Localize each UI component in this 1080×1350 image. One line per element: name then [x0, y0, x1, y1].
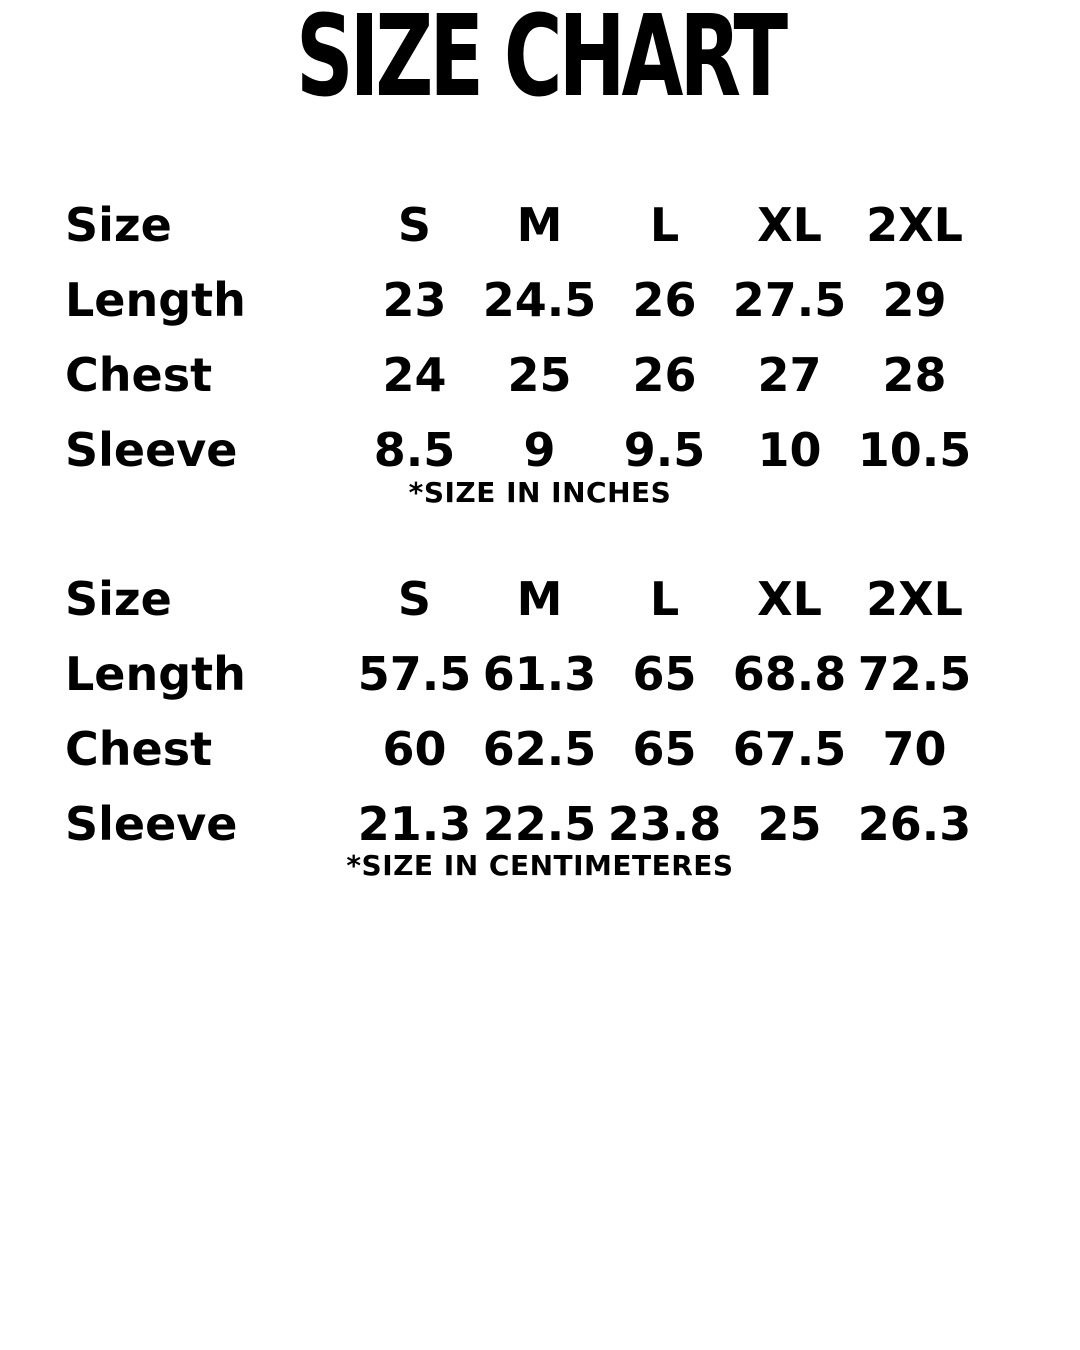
size-col-header-l: L: [649, 571, 680, 626]
length-value-2xl: 29: [882, 272, 947, 327]
size-col-header-2xl: 2XL: [866, 197, 963, 252]
row-label-chest: Chest: [65, 347, 213, 402]
row-label-size: Size: [65, 197, 172, 252]
length-value-2xl: 72.5: [857, 646, 972, 701]
length-value-m: 24.5: [482, 272, 597, 327]
sleeve-value-m: 9: [523, 422, 556, 477]
length-value-s: 57.5: [357, 646, 472, 701]
table-row-length: [0, 636, 1080, 711]
row-label-chest: Chest: [65, 721, 213, 776]
table-row-chest: [0, 711, 1080, 786]
chest-value-xl: 27: [757, 347, 822, 402]
units-note-centimeters: *SIZE IN CENTIMETERES: [346, 849, 734, 882]
size-col-header-m: M: [516, 571, 563, 626]
page-title: SIZE CHART: [295, 0, 785, 122]
table-row-length: [0, 262, 1080, 337]
length-value-xl: 27.5: [732, 272, 847, 327]
sleeve-value-xl: 10: [757, 422, 822, 477]
size-table-centimeters: [0, 561, 1080, 880]
size-col-header-xl: XL: [757, 197, 822, 252]
chest-value-2xl: 28: [882, 347, 947, 402]
length-value-s: 23: [382, 272, 447, 327]
sleeve-value-l: 23.8: [607, 796, 722, 851]
size-col-header-l: L: [649, 197, 680, 252]
size-table-inches: [0, 187, 1080, 507]
chest-value-l: 65: [632, 721, 697, 776]
chest-value-m: 25: [507, 347, 572, 402]
length-value-m: 61.3: [482, 646, 597, 701]
size-col-header-s: S: [397, 197, 432, 252]
chest-value-s: 60: [382, 721, 447, 776]
row-label-length: Length: [65, 272, 246, 327]
chest-value-s: 24: [382, 347, 447, 402]
row-label-length: Length: [65, 646, 246, 701]
units-note-inches: *SIZE IN INCHES: [408, 476, 672, 509]
table-row-chest: [0, 337, 1080, 412]
row-label-size: Size: [65, 571, 172, 626]
sleeve-value-m: 22.5: [482, 796, 597, 851]
size-col-header-2xl: 2XL: [866, 571, 963, 626]
size-col-header-m: M: [516, 197, 563, 252]
table-row-sizes: [0, 187, 1080, 262]
chest-value-l: 26: [632, 347, 697, 402]
chest-value-m: 62.5: [482, 721, 597, 776]
chest-value-xl: 67.5: [732, 721, 847, 776]
size-col-header-xl: XL: [757, 571, 822, 626]
sleeve-value-2xl: 10.5: [857, 422, 972, 477]
size-col-header-s: S: [397, 571, 432, 626]
row-label-sleeve: Sleeve: [65, 796, 238, 851]
title-wrap: [0, 0, 1080, 122]
table-row-sizes: [0, 561, 1080, 636]
sleeve-value-s: 21.3: [357, 796, 472, 851]
sleeve-value-s: 8.5: [373, 422, 456, 477]
chest-value-2xl: 70: [882, 721, 947, 776]
length-value-xl: 68.8: [732, 646, 847, 701]
length-value-l: 65: [632, 646, 697, 701]
row-label-sleeve: Sleeve: [65, 422, 238, 477]
sleeve-value-2xl: 26.3: [857, 796, 972, 851]
sleeve-value-xl: 25: [757, 796, 822, 851]
length-value-l: 26: [632, 272, 697, 327]
sleeve-value-l: 9.5: [623, 422, 706, 477]
